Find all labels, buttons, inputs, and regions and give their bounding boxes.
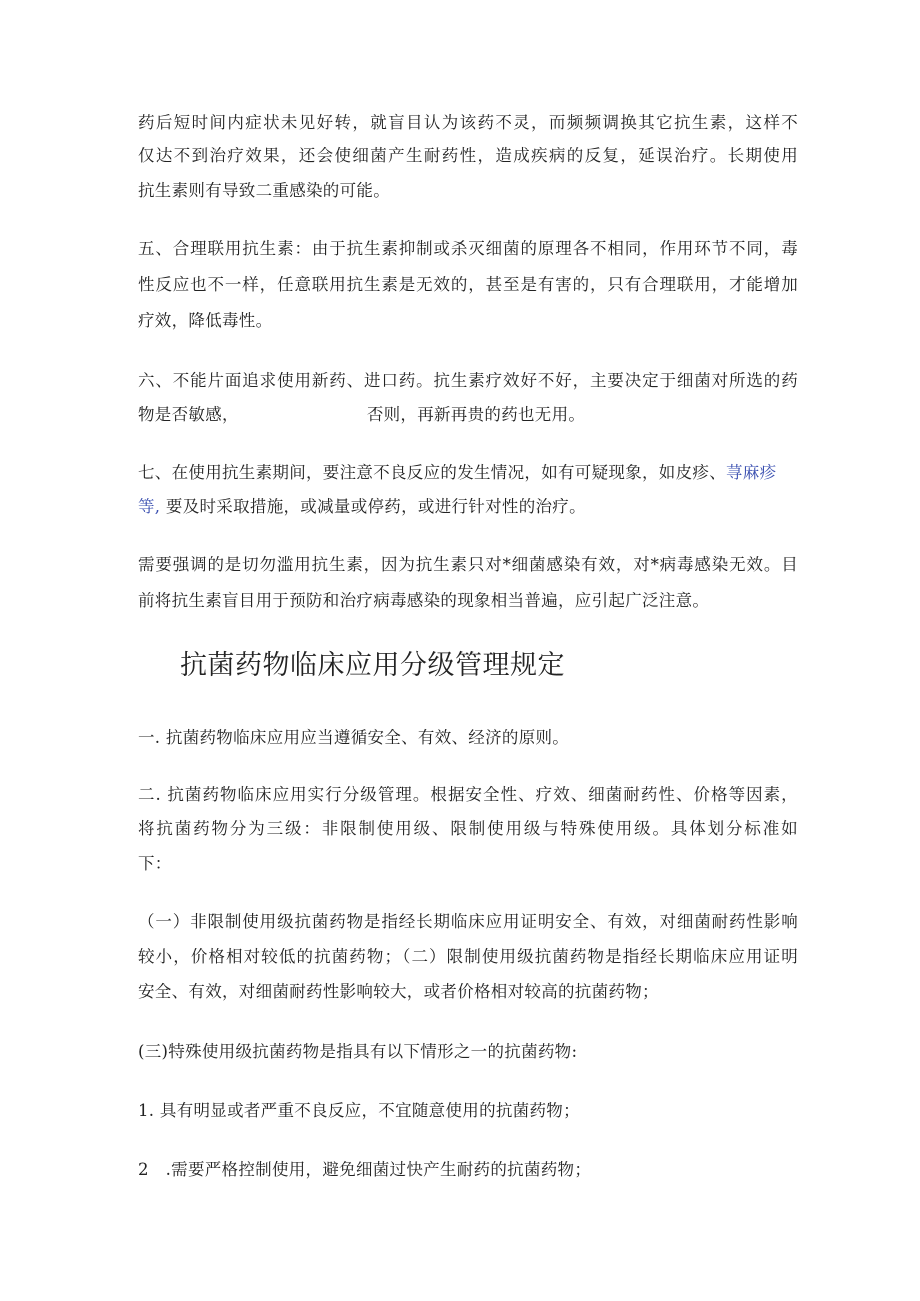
paragraph-line: 五、合理联用抗生素：由于抗生素抑制或杀灭细菌的原理各不相同，作用环节不同，毒 bbox=[138, 239, 798, 258]
rule-condition: 2 .需要严格控制使用，避免细菌过快产生耐药的抗菌药物； bbox=[138, 1160, 592, 1179]
paragraph-line: 药后短时间内症状未见好转，就盲目认为该药不灵，而频频调换其它抗生素，这样不 bbox=[138, 113, 798, 132]
paragraph-text: 物是否敏感， bbox=[138, 405, 239, 424]
rule-item-line: （一）非限制使用级抗菌药物是指经长期临床应用证明安全、有效，对细菌耐药性影响 bbox=[138, 912, 798, 931]
section-title: 抗菌药物临床应用分级管理规定 bbox=[180, 650, 565, 681]
rule-item: (三)特殊使用级抗菌药物是指具有以下情形之一的抗菌药物: bbox=[138, 1042, 578, 1061]
paragraph-line bbox=[138, 496, 798, 518]
paragraph-line: 抗生素则有导致二重感染的可能。 bbox=[138, 181, 390, 200]
paragraph-line: 仅达不到治疗效果，还会使细菌产生耐药性，造成疾病的反复，延误治疗。长期使用 bbox=[138, 146, 798, 165]
paragraph-line: 前将抗生素盲目用于预防和治疗病毒感染的现象相当普遍，应引起广泛注意。 bbox=[138, 591, 710, 610]
paragraph-line bbox=[138, 404, 798, 426]
paragraph-line: 性反应也不一样，任意联用抗生素是无效的，甚至是有害的，只有合理联用，才能增加 bbox=[138, 275, 798, 294]
rule-item: 一. 抗菌药物临床应用应当遵循安全、有效、经济的原则。 bbox=[138, 728, 570, 747]
hives-link-continued[interactable]: 等, bbox=[138, 497, 161, 516]
rule-item-line: 将抗菌药物分为三级：非限制使用级、限制使用级与特殊使用级。具体划分标准如 bbox=[138, 819, 798, 838]
rule-condition: 1. 具有明显或者严重不良反应，不宜随意使用的抗菌药物； bbox=[138, 1101, 580, 1120]
rule-item-line: 较小，价格相对较低的抗菌药物；（二）限制使用级抗菌药物是指经长期临床应用证明 bbox=[138, 947, 798, 966]
paragraph-text: 要及时采取措施，或减量或停药，或进行针对性的治疗。 bbox=[160, 497, 586, 516]
paragraph-line: 需要强调的是切勿滥用抗生素，因为抗生素只对*细菌感染有效，对*病毒感染无效。目 bbox=[138, 555, 798, 574]
paragraph-line: 疗效，降低毒性。 bbox=[138, 311, 273, 330]
rule-item-line: 二. 抗菌药物临床应用实行分级管理。根据安全性、疗效、细菌耐药性、价格等因素， bbox=[138, 785, 798, 804]
paragraph-text: 七、在使用抗生素期间，要注意不良反应的发生情况，如有可疑现象，如皮疹、 bbox=[138, 463, 726, 482]
hives-link[interactable]: 荨麻疹 bbox=[726, 463, 777, 482]
paragraph-text: 否则，再新再贵的药也无用。 bbox=[366, 405, 586, 424]
rule-item-line: 下： bbox=[138, 854, 172, 873]
paragraph-line: 六、不能片面追求使用新药、进口药。抗生素疗效好不好，主要决定于细菌对所选的药 bbox=[138, 371, 798, 390]
rule-item-line: 安全、有效，对细菌耐药性影响较大，或者价格相对较高的抗菌药物； bbox=[138, 982, 659, 1001]
paragraph-line bbox=[138, 462, 798, 484]
